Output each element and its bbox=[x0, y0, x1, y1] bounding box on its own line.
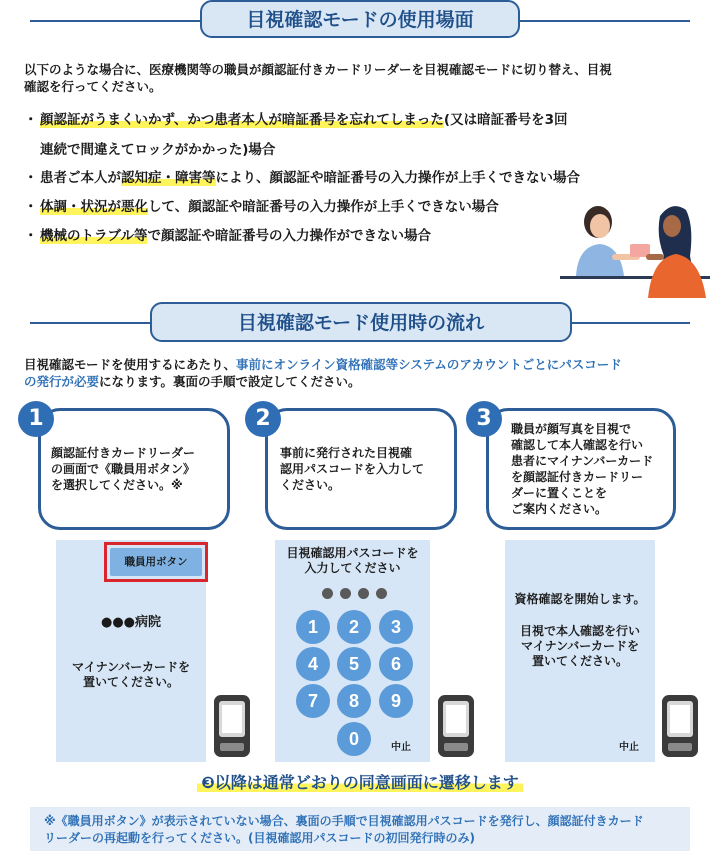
transition-note-text: ❸以降は通常どおりの同意画面に遷移します bbox=[197, 773, 523, 792]
section2-intro-blue2: の発行が必要 bbox=[24, 374, 100, 389]
step-3-number: 3 bbox=[466, 401, 502, 437]
keypad-key-6[interactable]: 6 bbox=[379, 647, 413, 681]
step-1-line: の画面で《職員用ボタン》 bbox=[51, 462, 196, 476]
section2-intro-pre: 目視確認モードを使用するにあたり、 bbox=[24, 357, 237, 372]
step-1-number: 1 bbox=[18, 401, 54, 437]
footer-note bbox=[30, 807, 690, 851]
bullet-2-pre: 患者ご本人が bbox=[40, 170, 121, 186]
screen2-line2: 入力してください bbox=[304, 561, 401, 575]
card-reader-icon bbox=[660, 693, 700, 759]
bullet-dot: ・ bbox=[24, 112, 38, 128]
step-2-box bbox=[265, 408, 457, 530]
step-3-line: ダーに置くことを bbox=[511, 486, 608, 500]
bullet-2-highlight: 認知症・障害等 bbox=[121, 170, 216, 186]
footer-line1: ※《職員用ボタン》が表示されていない場合、裏面の手順で目視確認用パスコードを発行し、顔認証付きカード bbox=[44, 814, 644, 828]
section1-title bbox=[200, 0, 520, 38]
keypad-key-7[interactable]: 7 bbox=[296, 684, 330, 718]
step-1-line: を選択してください。※ bbox=[51, 478, 183, 492]
card-reader-icon bbox=[212, 693, 252, 759]
step-2-line: 事前に発行された目視確 bbox=[280, 446, 413, 460]
staff-patient-illustration bbox=[560, 196, 710, 298]
step-1-line: 顔認証付きカードリーダー bbox=[51, 446, 196, 460]
keypad-key-0[interactable]: 0 bbox=[337, 722, 371, 756]
intro-line-1: 以下のような場合に、医療機関等の職員が顔認証付きカードリーダーを目視確認モードに切り替え、目視 bbox=[24, 62, 612, 77]
step-1-box bbox=[38, 408, 230, 530]
screen2-line1: 目視確認用パスコードを bbox=[286, 546, 419, 560]
section2-rule-right bbox=[572, 322, 690, 324]
bullet-dot: ・ bbox=[24, 170, 38, 186]
screen3-cancel-button[interactable]: 中止 bbox=[619, 742, 639, 753]
bullet-1-highlight: 顔認証がうまくいかず、かつ患者本人が暗証番号を忘れてしまった bbox=[40, 112, 444, 128]
section2-rule-left bbox=[30, 322, 150, 324]
footer-line2: リーダーの再起動を行ってください。(目視確認用パスコードの初回発行時のみ) bbox=[44, 831, 475, 845]
transition-note bbox=[0, 770, 720, 793]
staff-button-label: 職員用ボタン bbox=[124, 556, 188, 568]
bullet-1-rest: (又は暗証番号を3回 bbox=[443, 112, 568, 128]
section2-intro-post: になります。裏面の手順で設定してください。 bbox=[99, 374, 361, 389]
bullet-3-highlight: 体調・状況が悪化 bbox=[40, 199, 148, 215]
section1-title-text: 目視確認モードの使用場面 bbox=[246, 9, 474, 31]
section1-intro bbox=[24, 61, 704, 95]
bullet-dot: ・ bbox=[24, 199, 38, 215]
bullet-dot: ・ bbox=[24, 228, 38, 244]
step-3-line: を顔認証付きカードリー bbox=[511, 470, 644, 484]
section2-title-text: 目視確認モード使用時の流れ bbox=[237, 312, 485, 334]
staff-button[interactable] bbox=[110, 548, 202, 576]
screen3-line4: 置いてください。 bbox=[531, 654, 628, 668]
section2-intro-blue1: 事前にオンライン資格確認等システムのアカウントごとにパスコード bbox=[236, 357, 622, 372]
section2-intro bbox=[24, 356, 704, 390]
keypad-key-4[interactable]: 4 bbox=[296, 647, 330, 681]
step-3-line: 職員が顔写真を目視で bbox=[511, 422, 632, 436]
card-reader-icon bbox=[436, 693, 476, 759]
step-2-number: 2 bbox=[245, 401, 281, 437]
step-3-box bbox=[486, 408, 676, 530]
keypad-key-2[interactable]: 2 bbox=[337, 610, 371, 644]
bullet-2 bbox=[24, 168, 674, 188]
pin-dot bbox=[358, 588, 369, 599]
section2-title bbox=[150, 302, 572, 342]
cancel-button[interactable]: 中止 bbox=[391, 742, 411, 753]
bullet-1-cont bbox=[24, 140, 674, 160]
section1-rule-left bbox=[30, 20, 200, 22]
keypad-key-8[interactable]: 8 bbox=[337, 684, 371, 718]
step-2-line: ください。 bbox=[280, 478, 341, 492]
step-3-line: ご案内ください。 bbox=[511, 502, 608, 516]
bullet-1 bbox=[24, 110, 674, 130]
pin-dot bbox=[376, 588, 387, 599]
keypad-key-9[interactable]: 9 bbox=[379, 684, 413, 718]
pin-dot bbox=[340, 588, 351, 599]
screen1-line2: 置いてください。 bbox=[82, 675, 179, 689]
bullet-4-rest: で顔認証や暗証番号の入力操作ができない場合 bbox=[147, 228, 431, 244]
keypad-key-3[interactable]: 3 bbox=[379, 610, 413, 644]
screen1-line1: マイナンバーカードを bbox=[71, 660, 191, 674]
step-3-line: 患者にマイナンバーカード bbox=[511, 454, 654, 468]
hospital-name: ●●●病院 bbox=[100, 615, 162, 630]
pin-dot bbox=[322, 588, 333, 599]
section1-rule-right bbox=[520, 20, 690, 22]
keypad-key-1[interactable]: 1 bbox=[296, 610, 330, 644]
step-2-line: 認用パスコードを入力して bbox=[280, 462, 425, 476]
screen3-line1: 資格確認を開始します。 bbox=[514, 592, 646, 606]
keypad-key-5[interactable]: 5 bbox=[337, 647, 371, 681]
bullet-4-highlight: 機械のトラブル等 bbox=[40, 228, 148, 244]
screen3-line2: 目視で本人確認を行い bbox=[519, 624, 640, 638]
step-3-line: 確認して本人確認を行い bbox=[511, 438, 644, 452]
bullet-3-rest: して、顔認証や暗証番号の入力操作が上手くできない場合 bbox=[148, 199, 499, 215]
bullet-2-rest: により、顔認証や暗証番号の入力操作が上手くできない場合 bbox=[215, 170, 580, 186]
screen3-line3: マイナンバーカードを bbox=[520, 639, 640, 653]
bullet-1-continued: 連続で間違えてロックがかかった)場合 bbox=[40, 142, 276, 158]
intro-line-2: 確認を行ってください。 bbox=[24, 79, 162, 94]
